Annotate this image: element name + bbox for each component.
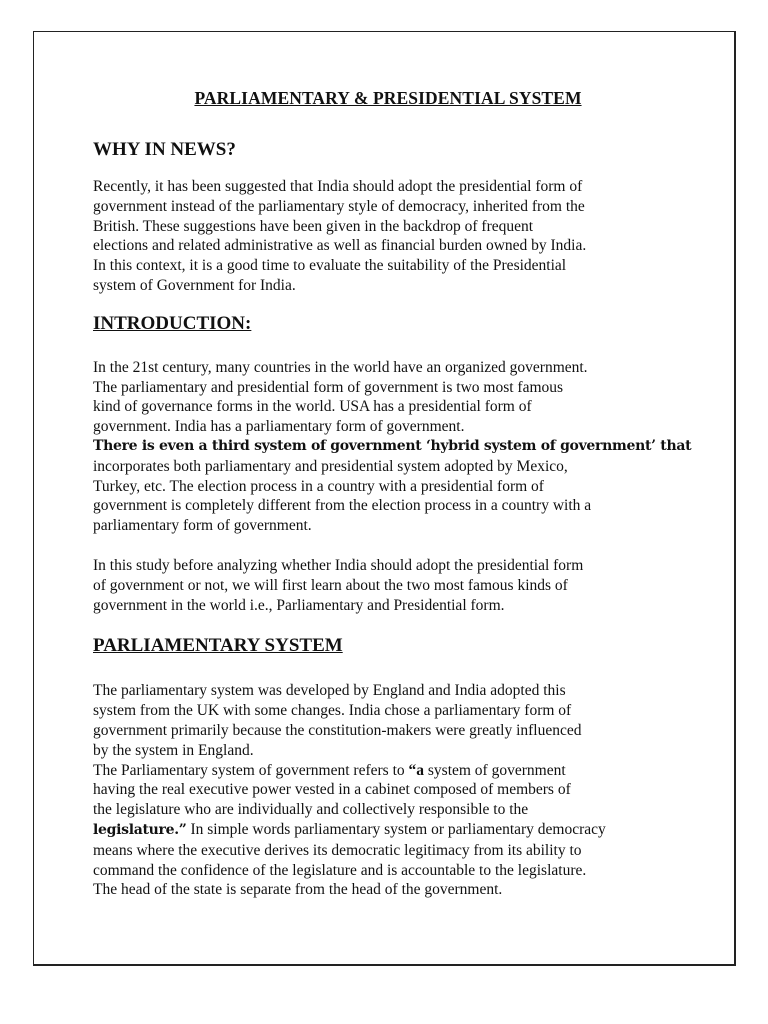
text-line: command the confidence of the legislature and is accountable to the legislature. [93,861,587,879]
text-line: In the 21st century, many countries in the world have an organized government. [93,358,588,376]
text-line: means where the executive derives its democratic legitimacy from its ability to [93,841,582,859]
text-line: incorporates both parliamentary and presidential system adopted by Mexico, [93,457,568,475]
text-line: Recently, it has been suggested that India should adopt the presidential form of [93,178,583,195]
text-line: British. These suggestions have been given in the backdrop of frequent [93,217,534,235]
parliamentary-system-heading: PARLIAMENTARY SYSTEM [93,635,343,657]
text-line: the legislature who are individually and collectively responsible to the [93,801,529,819]
definition-end-line [93,820,683,841]
text-line: The head of the state is separate from the head of the government. [93,881,503,899]
text-line: The parliamentary and presidential form of government is two most famous [93,378,564,396]
text-line: government in the world i.e., Parliamentary and Presidential form. [93,596,505,614]
document-body [93,88,692,900]
quote-close: legislature.” [93,821,187,838]
hybrid-system-line: There is even a third system of government ‘hybrid system of government’ that [93,437,692,454]
introduction-paragraph-2 [93,556,683,615]
text-line: Turkey, etc. The election process in a country with a presidential form of [93,477,544,495]
why-in-news-heading: WHY IN NEWS? [93,139,236,160]
text-line: In this study before analyzing whether India should adopt the presidential form [93,556,584,574]
definition-line [93,761,683,781]
text-line: In this context, it is a good time to evaluate the suitability of the Presidential [93,257,567,275]
quote-open: “a [408,761,424,779]
text-line: kind of governance forms in the world. USA has a presidential form of [93,398,532,416]
introduction-heading: INTRODUCTION: [93,312,252,334]
definition-rest: system of government [424,761,566,779]
text-line: system of Government for India. [93,276,296,294]
document-title: PARLIAMENTARY & PRESIDENTIAL SYSTEM [194,88,582,108]
text-line: government. India has a parliamentary form of government. [93,418,465,436]
text-line: having the real executive power vested in a cabinet composed of members of [93,781,571,799]
definition-lead: The Parliamentary system of government refers to [93,761,409,779]
introduction-paragraph-1 [93,358,692,536]
text-line: elections and related administrative as well as financial burden owned by India. [93,237,587,255]
text-line: by the system in England. [93,741,254,759]
simple-words-text: In simple words parliamentary system or parliamentary democracy [186,820,606,838]
text-line: parliamentary form of government. [93,517,312,535]
text-line: government instead of the parliamentary style of democracy, inherited from the [93,197,585,215]
text-line: government primarily because the constitution-makers were greatly influenced [93,721,582,739]
text-line: The parliamentary system was developed by England and India adopted this [93,682,566,700]
text-line: government is completely different from the election process in a country with a [93,497,592,515]
why-in-news-paragraph [93,177,683,296]
text-line: system from the UK with some changes. India chose a parliamentary form of [93,702,572,720]
parliamentary-system-paragraph [93,681,683,900]
text-line: of government or not, we will first learn about the two most famous kinds of [93,576,568,594]
